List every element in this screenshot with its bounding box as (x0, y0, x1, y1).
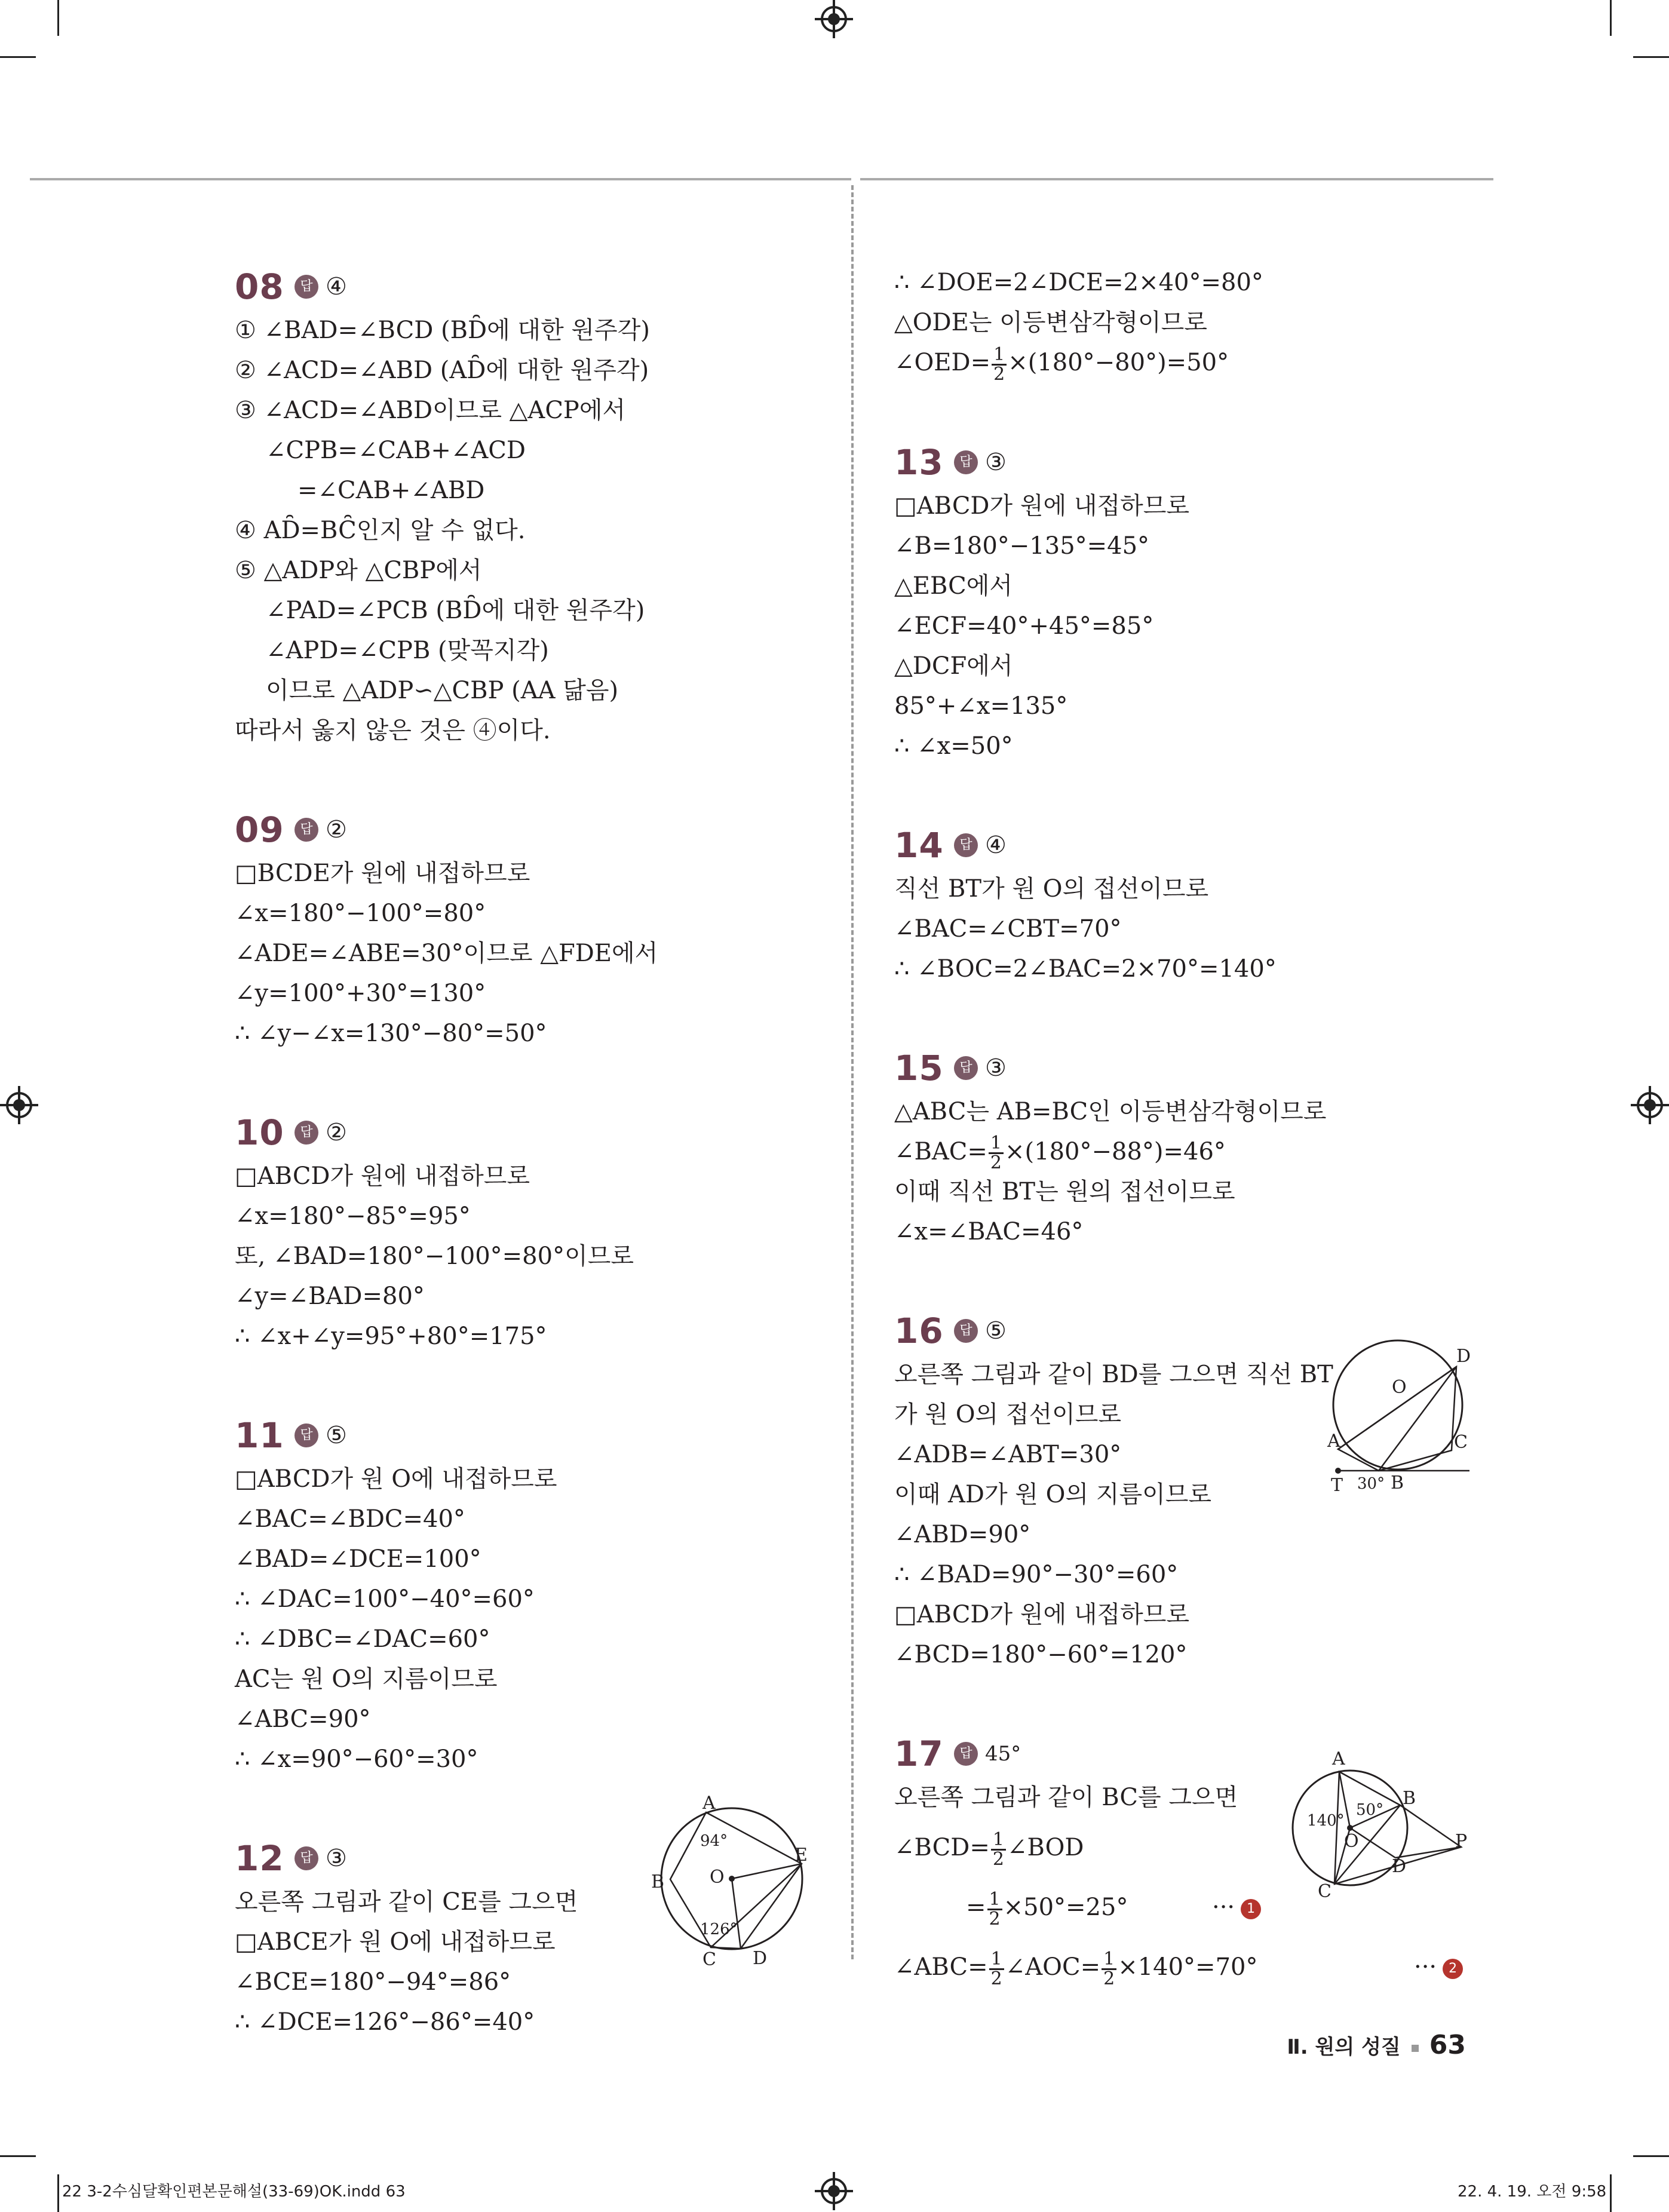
problem-number: 12 (235, 1838, 284, 1879)
solution-line: 또, ∠BAD=180°−100°=80°이므로 (235, 1242, 634, 1270)
solution-line: ∴ ∠x=50° (894, 732, 1013, 760)
answer-badge-icon: 답 (294, 1121, 318, 1145)
problem-14 (894, 821, 1492, 989)
solution-line: ② ∠ACD=∠ABD (AD̑에 대한 원주각) (235, 357, 649, 384)
solution-line: ∠x=180°−100°=80° (235, 900, 486, 927)
solution-line: ∠B=180°−135°=45° (894, 532, 1150, 560)
fraction: $\frac{1}{2}$ (989, 1950, 1004, 1988)
solution-line: ④ AD̑=BC̑인지 알 수 없다. (235, 517, 526, 544)
problem-number: 15 (894, 1047, 944, 1088)
solution-line: ∴ ∠DBC=∠DAC=60° (235, 1625, 490, 1653)
problem-11 (235, 1412, 832, 1780)
solution-line: ∴ ∠DCE=126°−86°=40° (235, 2008, 535, 2036)
answer-value: ④ (985, 831, 1007, 859)
solution-line: ∠BCD= $\frac{1}{2}$ ∠BOD (894, 1828, 1084, 1870)
solution-line: ∠ABC=90° (235, 1705, 371, 1733)
fig-label: C (1318, 1881, 1331, 1900)
fig-label: 30° (1357, 1475, 1385, 1493)
fig-label: D (1456, 1346, 1471, 1367)
solution-line: =∠CAB+∠ABD (297, 477, 485, 504)
fig-label: O (710, 1867, 725, 1888)
solution-line: 따라서 옳지 않은 것은 ④이다. (235, 717, 551, 744)
solution-line: ⑤ △ADP와 △CBP에서 (235, 557, 482, 584)
solution-line: 가 원 O의 접선이므로 (894, 1401, 1122, 1428)
problem-number: 08 (235, 266, 284, 307)
solution-line: 오른쪽 그림과 같이 CE를 그으면 (235, 1888, 578, 1916)
header-rule (860, 178, 1493, 180)
fraction: $\frac{1}{2}$ (987, 1891, 1002, 1928)
answer-value: ⑤ (985, 1317, 1007, 1345)
fig-label: B (1391, 1472, 1404, 1493)
right-problems (894, 438, 1492, 989)
solution-line: ∠ABD=90° (894, 1521, 1031, 1548)
answer-badge-icon: 답 (954, 833, 978, 857)
solution-line: ③ ∠ACD=∠ABD이므로 △ACP에서 (235, 397, 626, 424)
solution-line: △DCF에서 (894, 652, 1013, 680)
registration-mark-icon (1637, 1092, 1663, 1118)
fig-label: 50° (1356, 1801, 1384, 1819)
fig-label: T (1331, 1475, 1343, 1496)
solution-line: □ABCD가 원에 내접하므로 (894, 492, 1190, 520)
problem-number: 11 (235, 1415, 284, 1456)
solution-line: 85°+∠x=135° (894, 692, 1068, 720)
solution-line: ∠ECF=40°+45°=85° (894, 612, 1154, 640)
answer-value: ② (326, 1119, 347, 1146)
slug-filename: 22 3-2수심달확인편본문해설(33-69)OK.indd 63 (62, 2183, 406, 2201)
solution-line: ∴ ∠BOC=2∠BAC=2×70°=140° (894, 955, 1277, 983)
solution-line: ∠APD=∠CPB (맞꼭지각) (266, 637, 549, 664)
solution-line: ∠x=180°−85°=95° (235, 1202, 471, 1230)
problem-08 (235, 263, 832, 751)
step-dots: ··· 2 (1414, 1937, 1463, 1997)
answer-value: ③ (326, 1845, 347, 1872)
solution-line: ∠PAD=∠PCB (BD̑에 대한 원주각) (266, 597, 645, 624)
solution-line: △ODE는 이등변삼각형이므로 (894, 309, 1207, 336)
solution-line: ∴ ∠y−∠x=130°−80°=50° (235, 1020, 547, 1047)
solution-line: ∠OED= $\frac{1}{2}$ ×(180°−80°)=50° (894, 343, 1229, 385)
problem-number: 09 (235, 809, 284, 850)
crop-mark (57, 0, 59, 36)
fig-label: C (1454, 1432, 1468, 1453)
crop-mark (0, 56, 36, 58)
solution-line: 이때 직선 BT는 원의 접선이므로 (894, 1178, 1235, 1205)
problem-15 (894, 1044, 1492, 1253)
problem-number: 14 (894, 824, 944, 866)
solution-line: 이때 AD가 원 O의 지름이므로 (894, 1481, 1212, 1508)
step-marker-icon: 1 (1241, 1899, 1261, 1919)
solution-line: □BCDE가 원에 내접하므로 (235, 860, 530, 887)
problem-number: 16 (894, 1311, 944, 1351)
fraction: $\frac{1}{2}$ (991, 1831, 1006, 1869)
solution-line: ∠ADE=∠ABE=30°이므로 △FDE에서 (235, 940, 658, 967)
solution-line: ∴ ∠x=90°−60°=30° (235, 1745, 478, 1773)
page-number: 63 (1429, 2030, 1466, 2060)
figure-problem-12 (645, 1792, 824, 1965)
fig-label: B (1403, 1788, 1416, 1809)
fig-label: O (1392, 1377, 1407, 1398)
fig-label: E (794, 1845, 808, 1866)
solution-line: ∴ ∠BAD=90°−30°=60° (894, 1561, 1179, 1588)
fig-label: D (1392, 1856, 1407, 1877)
answer-badge-icon: 답 (294, 1423, 318, 1447)
solution-line: ∠BAC=∠CBT=70° (894, 915, 1122, 943)
solution-line: ∠CPB=∠CAB+∠ACD (266, 437, 526, 464)
solution-line: ∴ ∠DAC=100°−40°=60° (235, 1585, 535, 1613)
figure-problem-17 (1284, 1744, 1481, 1900)
problem-number: 13 (894, 441, 944, 483)
solution-line: ∴ ∠DOE=2∠DCE=2×40°=80° (894, 269, 1263, 296)
solution-line: ∠ABC= $\frac{1}{2}$ ∠AOC= $\frac{1}{2}$ ×140°=70° ··· 2 (894, 1937, 1492, 1997)
solution-line: ∠BAD=∠DCE=100° (235, 1545, 481, 1573)
problem-number: 17 (894, 1734, 944, 1774)
answer-badge-icon: 답 (954, 450, 978, 474)
answer-value: 45° (985, 1742, 1021, 1766)
fraction: $\frac{1}{2}$ (989, 1134, 1004, 1172)
solution-line: AC는 원 O의 지름이므로 (235, 1665, 498, 1693)
fig-label: 140° (1307, 1812, 1345, 1830)
solution-line: ∠BAC= $\frac{1}{2}$ ×(180°−88°)=46° (894, 1133, 1226, 1173)
solution-line: ∠x=∠BAC=46° (894, 1218, 1084, 1245)
registration-mark-icon (821, 2178, 847, 2204)
step-marker-icon: 2 (1443, 1959, 1463, 1979)
slug-timestamp: 22. 4. 19. 오전 9:58 (1458, 2183, 1607, 2201)
fig-label: A (702, 1793, 716, 1814)
solution-line: 오른쪽 그림과 같이 BD를 그으면 직선 BT (894, 1361, 1333, 1388)
crop-mark (1633, 2155, 1669, 2157)
fraction: $\frac{1}{2}$ (1102, 1950, 1116, 1988)
page-footer (1287, 2030, 1466, 2060)
registration-mark-icon (6, 1092, 32, 1118)
problem-12-continued (894, 263, 1492, 343)
solution-line: = $\frac{1}{2}$ ×50°=25° ··· 1 (894, 1877, 1492, 1937)
solution-line: ∠y=100°+30°=130° (235, 980, 486, 1007)
problem-13 (894, 438, 1492, 766)
crop-mark (1633, 56, 1669, 58)
answer-value: ④ (326, 273, 347, 300)
step-dots: ··· 1 (1212, 1877, 1261, 1937)
separator-square-icon (1412, 2045, 1419, 2052)
problem-09 (235, 806, 832, 1054)
answer-badge-icon: 답 (294, 275, 318, 299)
solution-line: ∠y=∠BAD=80° (235, 1283, 425, 1310)
solution-line: △ABC는 AB=BC인 이등변삼각형이므로 (894, 1097, 1327, 1125)
solution-line: 오른쪽 그림과 같이 BC를 그으면 (894, 1784, 1238, 1811)
problem-continued (894, 263, 1492, 343)
solution-line: ∴ ∠x+∠y=95°+80°=175° (235, 1323, 547, 1350)
answer-value: ② (326, 816, 347, 843)
answer-badge-icon: 답 (954, 1742, 978, 1766)
solution-line: □ABCD가 원에 내접하므로 (235, 1162, 530, 1190)
fig-label: D (753, 1948, 768, 1965)
solution-line: 직선 BT가 원 O의 접선이므로 (894, 875, 1209, 903)
solution-line: ① ∠BAD=∠BCD (BD̑에 대한 원주각) (235, 317, 650, 344)
answer-badge-icon: 답 (294, 1846, 318, 1870)
solution-line: ∠BCD=180°−60°=120° (894, 1641, 1188, 1668)
answer-badge-icon: 답 (294, 818, 318, 842)
solution-line: ∠ADB=∠ABT=30° (894, 1441, 1122, 1468)
crop-mark (1610, 0, 1612, 36)
solution-line: □ABCE가 원 O에 내접하므로 (235, 1928, 556, 1956)
solution-line: ∠BAC=∠BDC=40° (235, 1505, 465, 1533)
answer-value: ③ (985, 1054, 1007, 1082)
fig-label: B (651, 1872, 665, 1892)
solution-line: 이므로 △ADP∽△CBP (AA 닮음) (266, 677, 619, 704)
fig-label: P (1455, 1831, 1468, 1852)
solution-line: △EBC에서 (894, 572, 1013, 600)
solution-line: □ABCD가 원 O에 내접하므로 (235, 1465, 557, 1493)
fig-label: A (1332, 1748, 1345, 1769)
fig-label: 94° (700, 1832, 728, 1850)
answer-badge-icon: 답 (954, 1319, 978, 1343)
answer-value: ③ (985, 448, 1007, 476)
fig-label: A (1327, 1431, 1340, 1452)
figure-problem-16 (1302, 1338, 1481, 1499)
header-rule (30, 178, 851, 180)
section-title: Ⅱ. 원의 성질 (1287, 2035, 1401, 2059)
crop-mark (0, 2155, 36, 2157)
solution-line: □ABCD가 원에 내접하므로 (894, 1601, 1190, 1628)
registration-mark-icon (821, 6, 847, 32)
answer-badge-icon: 답 (954, 1056, 978, 1080)
problem-10 (235, 1109, 832, 1357)
problem-number: 10 (235, 1112, 284, 1153)
answer-value: ⑤ (326, 1422, 347, 1449)
crop-mark (1610, 2174, 1612, 2212)
crop-mark (57, 2174, 59, 2212)
fig-label: C (702, 1949, 716, 1965)
fig-label: 126° (700, 1920, 738, 1938)
fig-label: O (1344, 1831, 1359, 1852)
fraction: $\frac{1}{2}$ (992, 346, 1007, 384)
solution-line: ∠BCE=180°−94°=86° (235, 1968, 511, 1996)
column-divider (851, 185, 854, 1959)
